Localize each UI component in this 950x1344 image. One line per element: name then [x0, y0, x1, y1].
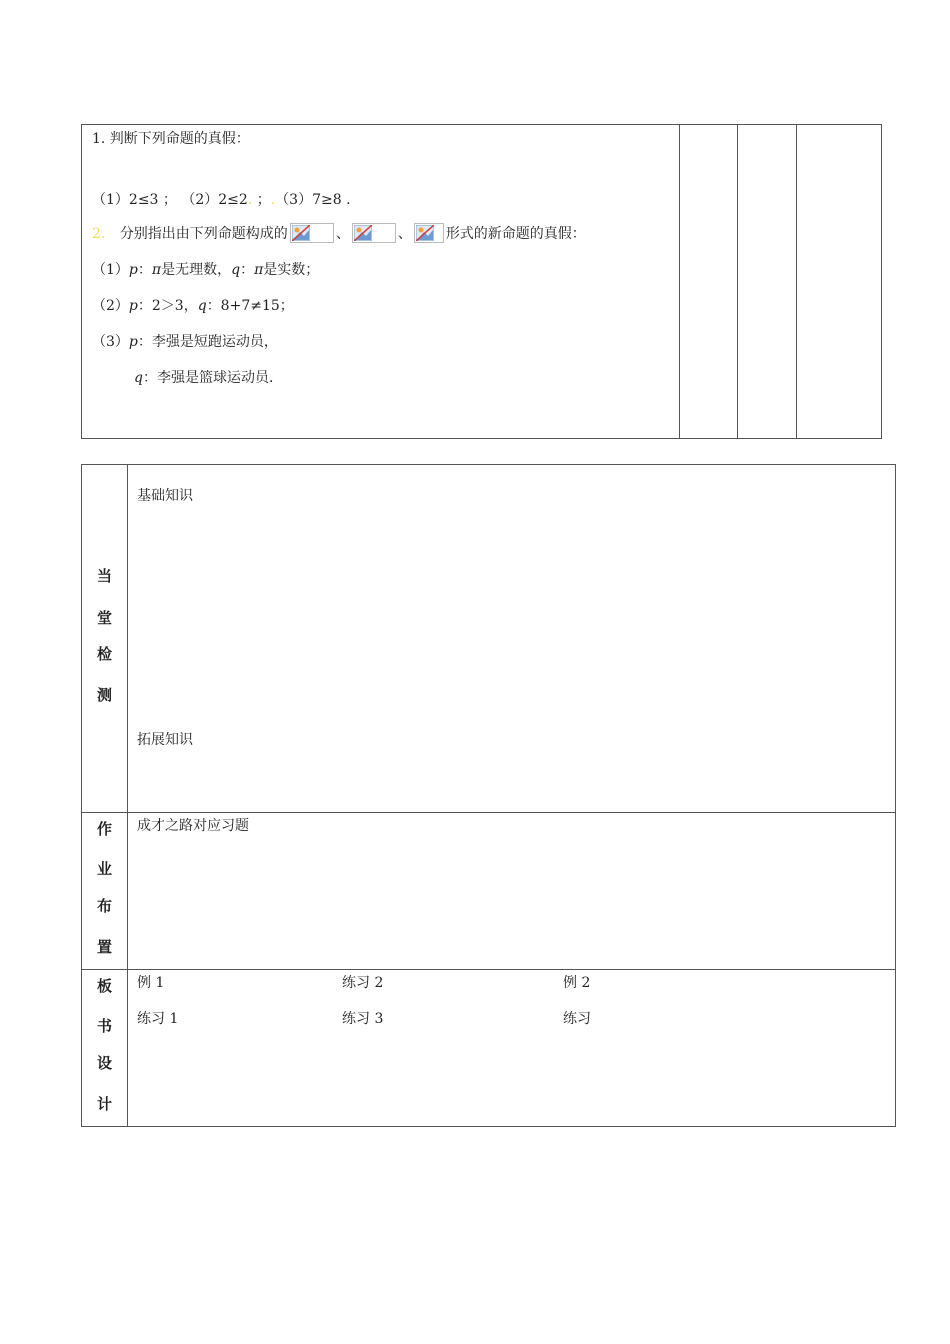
extended-knowledge-heading: 拓展知识: [137, 732, 193, 748]
question-2-item-3-q: q：李强是篮球运动员.: [134, 370, 274, 386]
question-2-title: 2. 分别指出由下列命题构成的 、 、 形式的新命题的真假：: [92, 223, 586, 243]
top-table: [81, 124, 882, 439]
homework-text: 成才之路对应习题: [137, 818, 249, 834]
broken-image-icon: [414, 223, 444, 243]
board-item: 练习 2: [342, 975, 384, 991]
board-item: 练习: [563, 1011, 591, 1027]
basic-knowledge-heading: 基础知识: [137, 488, 193, 504]
question-2-number: 2.: [92, 226, 106, 242]
lesson-table: 当 堂 检 测 基础知识 拓展知识 作 业 布 置 成才之路对应习题 板 书 设 计 例 1 练习 2 例 2 练习 1 练习 3 练习: [81, 464, 896, 1127]
row-divider: [82, 969, 895, 970]
column-divider: [737, 125, 738, 438]
question-2-item-2: （2）p：2＞3，q：8+7≠15；: [92, 298, 294, 314]
row-divider: [82, 812, 895, 813]
board-item: 练习 1: [137, 1011, 179, 1027]
label-column-divider: [127, 465, 128, 1126]
question-1-title: 1. 判断下列命题的真假：: [92, 131, 250, 147]
broken-image-icon: [352, 223, 396, 243]
column-divider: [679, 125, 680, 438]
board-item: 练习 3: [342, 1011, 384, 1027]
question-2-item-3: （3）p：李强是短跑运动员，: [92, 334, 278, 350]
board-item: 例 1: [137, 975, 165, 991]
question-2-item-1: （1）p：π是无理数，q：π是实数；: [92, 262, 320, 278]
question-1-items: （1）2≤3 ； （2）2≤2. ；.（3）7≥8 .: [92, 192, 351, 208]
board-item: 例 2: [563, 975, 591, 991]
broken-image-icon: [290, 223, 334, 243]
column-divider: [796, 125, 797, 438]
